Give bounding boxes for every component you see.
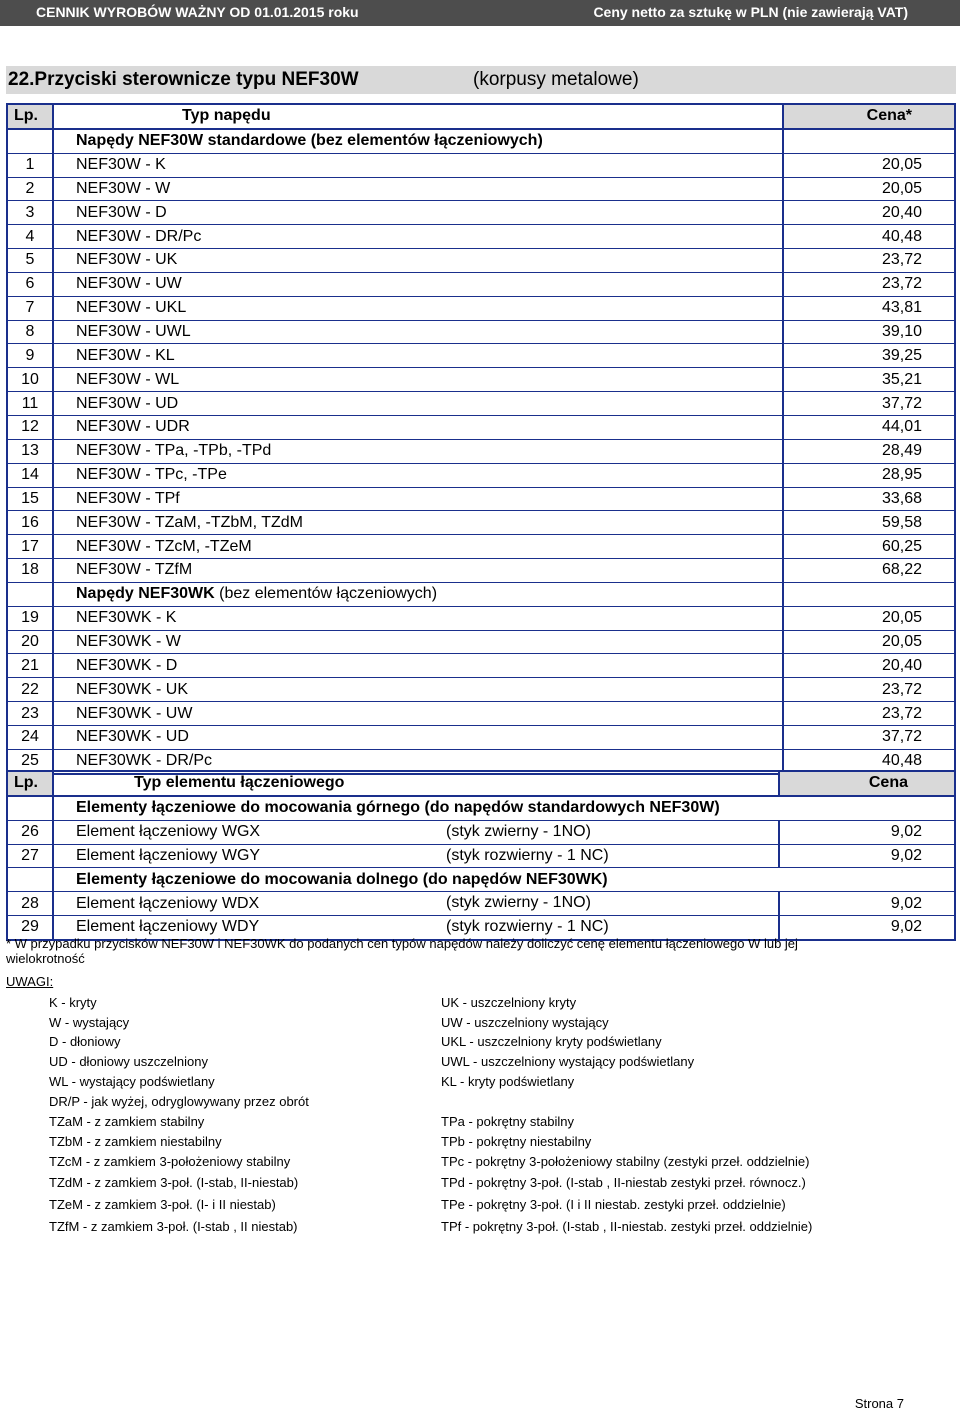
legend-item: TPe - pokrętny 3-poł. (I i II niestab. zestyki przeł. oddzielnie) <box>441 1197 786 1212</box>
row-lp: 12 <box>7 415 53 439</box>
legend-item: DR/P - jak wyżej, odryglowywany przez obrót <box>49 1094 309 1109</box>
row-name <box>53 439 783 463</box>
footnote-line2: wielokrotność <box>6 951 85 966</box>
legend-item: TPc - pokrętny 3-położeniowy stabilny (zestyki przeł. oddzielnie) <box>441 1154 810 1169</box>
row-lp: 17 <box>7 535 53 559</box>
row-name <box>53 725 783 749</box>
row-price: 20,40 <box>783 654 955 678</box>
row-price: 20,05 <box>783 630 955 654</box>
row-name <box>53 177 783 201</box>
row-lp: 14 <box>7 463 53 487</box>
col-type <box>53 771 779 796</box>
legend-item: UKL - uszczelniony kryty podświetlany <box>441 1034 662 1049</box>
row-description: (styk zwierny - 1NO) <box>446 822 591 840</box>
row-lp: 15 <box>7 487 53 511</box>
col-price: Cena* <box>783 104 955 129</box>
row-price: 28,95 <box>783 463 955 487</box>
table-row <box>7 177 955 201</box>
row-name-text: NEF30W - UD <box>76 394 179 412</box>
legend-item: D - dłoniowy <box>49 1034 121 1049</box>
row-name <box>53 272 783 296</box>
row-name-text: NEF30W - K <box>76 156 166 174</box>
row-price: 20,40 <box>783 201 955 225</box>
legend-item: TZdM - z zamkiem 3-poł. (I-stab, II-niestab) <box>49 1175 299 1190</box>
table-row <box>7 725 955 749</box>
row-lp: 23 <box>7 702 53 726</box>
row-price: 9,02 <box>779 844 955 868</box>
col-type-label: Typ elementu łączeniowego <box>134 774 345 792</box>
row-price: 23,72 <box>783 249 955 273</box>
row-lp: 27 <box>7 844 53 868</box>
row-lp: 4 <box>7 225 53 249</box>
row-name <box>53 153 783 177</box>
row-description: (styk zwierny - 1NO) <box>446 894 591 912</box>
footnote <box>6 936 798 966</box>
legend-item: UD - dłoniowy uszczelniony <box>49 1054 208 1069</box>
row-lp: 6 <box>7 272 53 296</box>
row-lp: 19 <box>7 606 53 630</box>
legend-item: UW - uszczelniony wystający <box>441 1015 609 1030</box>
row-name <box>53 559 783 583</box>
table-row <box>7 344 955 368</box>
table-row <box>7 535 955 559</box>
legend-item: TPf - pokrętny 3-poł. (I-stab , II-niestab. zestyki przeł. oddzielnie) <box>441 1219 813 1234</box>
row-name <box>53 296 783 320</box>
legend-item: UK - uszczelniony kryty <box>441 995 577 1010</box>
row-name <box>53 702 783 726</box>
row-price: 59,58 <box>783 511 955 535</box>
group-title: Elementy łączeniowe do mocowania górnego (do napędów standardowych NEF30W) <box>53 796 955 820</box>
group-header-nef30wk <box>7 582 955 606</box>
legend-item: TZcM - z zamkiem 3-położeniowy stabilny <box>49 1154 291 1169</box>
legend-item: TPb - pokrętny niestabilny <box>441 1134 592 1149</box>
row-name <box>53 201 783 225</box>
row-name-text: NEF30W - W <box>76 179 171 197</box>
table-row <box>7 225 955 249</box>
row-price: 23,72 <box>783 272 955 296</box>
row-price: 20,05 <box>783 606 955 630</box>
connector-price-table <box>6 770 956 941</box>
row-lp: 7 <box>7 296 53 320</box>
section-title-bar <box>6 66 956 94</box>
row-price: 9,02 <box>779 820 955 844</box>
legend-item: TZbM - z zamkiem niestabilny <box>49 1134 222 1149</box>
row-name-text: Element łączeniowy WGY <box>76 846 261 864</box>
row-lp: 2 <box>7 177 53 201</box>
table-row <box>7 296 955 320</box>
row-lp: 24 <box>7 725 53 749</box>
row-name <box>53 344 783 368</box>
header-right: Ceny netto za sztukę w PLN (nie zawierają VAT) <box>593 4 908 20</box>
row-lp: 21 <box>7 654 53 678</box>
legend-item: TZeM - z zamkiem 3-poł. (I- i II niestab) <box>49 1197 276 1212</box>
row-name-text: NEF30WK - W <box>76 632 181 650</box>
row-name-text: NEF30W - UDR <box>76 418 190 436</box>
row-name-text: NEF30WK - K <box>76 609 177 627</box>
row-name-text: Element łączeniowy WDY <box>76 918 260 936</box>
group-header <box>7 129 955 153</box>
row-description: (styk rozwierny - 1 NC) <box>446 918 609 936</box>
row-lp: 10 <box>7 368 53 392</box>
group-title-nef30wk: Napędy NEF30WK (bez elementów łączeniowych) <box>53 582 783 606</box>
page-number: Strona 7 <box>854 1396 904 1411</box>
row-price: 40,48 <box>783 225 955 249</box>
row-name <box>53 606 783 630</box>
row-name-text: NEF30W - D <box>76 203 167 221</box>
row-name-text: NEF30W - UWL <box>76 323 191 341</box>
row-name-text: NEF30WK - UW <box>76 704 193 722</box>
table-row <box>7 820 955 844</box>
row-name <box>53 511 783 535</box>
row-price: 9,02 <box>779 892 955 916</box>
legend-item: TZaM - z zamkiem stabilny <box>49 1114 205 1129</box>
group-header <box>7 796 955 820</box>
row-lp: 16 <box>7 511 53 535</box>
row-name-text: NEF30WK - UD <box>76 728 189 746</box>
table-header <box>7 104 955 129</box>
row-name <box>53 320 783 344</box>
table-row <box>7 415 955 439</box>
row-name <box>53 368 783 392</box>
row-name <box>53 415 783 439</box>
row-name-text: NEF30WK - D <box>76 656 178 674</box>
table-header <box>7 771 955 796</box>
row-lp: 5 <box>7 249 53 273</box>
group-header-lower <box>7 868 955 892</box>
row-price: 23,72 <box>783 678 955 702</box>
row-price: 68,22 <box>783 559 955 583</box>
row-name-text: NEF30W - TZcM, -TZeM <box>76 537 252 555</box>
row-name-text: NEF30WK - DR/Pc <box>76 752 213 770</box>
col-type <box>53 104 783 129</box>
legend-item: TZfM - z zamkiem 3-poł. (I-stab , II niestab) <box>49 1219 298 1234</box>
row-price: 43,81 <box>783 296 955 320</box>
row-name-text: NEF30W - TZfM <box>76 561 193 579</box>
row-name <box>53 678 783 702</box>
row-name <box>53 392 783 416</box>
row-price: 20,05 <box>783 177 955 201</box>
row-name-text: NEF30W - TPf <box>76 489 180 507</box>
legend-item: TPd - pokrętny 3-poł. (I-stab , II-niestab zestyki przeł. równocz.) <box>441 1175 806 1190</box>
group-title-lower: Elementy łączeniowe do mocowania dolnego (do napędów NEF30WK) <box>53 868 955 892</box>
row-name <box>53 225 783 249</box>
row-price: 37,72 <box>783 392 955 416</box>
row-price: 9,02 <box>779 916 955 940</box>
row-price: 60,25 <box>783 535 955 559</box>
row-lp: 18 <box>7 559 53 583</box>
row-name-text: Element łączeniowy WDX <box>76 894 260 912</box>
legend-item: WL - wystający podświetlany <box>49 1074 215 1089</box>
col-lp: Lp. <box>7 771 53 796</box>
row-lp: 3 <box>7 201 53 225</box>
row-lp: 22 <box>7 678 53 702</box>
legend-item: W - wystający <box>49 1015 130 1030</box>
page-header <box>0 0 960 26</box>
section-subtitle: (korpusy metalowe) <box>473 69 639 90</box>
table-row <box>7 892 955 916</box>
remarks-label: UWAGI: <box>6 974 54 989</box>
table-row <box>7 654 955 678</box>
row-price: 39,25 <box>783 344 955 368</box>
row-name-text: NEF30W - WL <box>76 370 180 388</box>
row-name-text: NEF30W - TZaM, -TZbM, TZdM <box>76 513 303 531</box>
row-price: 39,10 <box>783 320 955 344</box>
row-name-text: NEF30WK - UK <box>76 680 189 698</box>
row-price: 20,05 <box>783 153 955 177</box>
section-title: 22.Przyciski sterownicze typu NEF30W <box>8 69 359 90</box>
row-price: 37,72 <box>783 725 955 749</box>
table-row <box>7 702 955 726</box>
table-row <box>7 630 955 654</box>
row-description: (styk rozwierny - 1 NC) <box>446 846 609 864</box>
row-lp: 28 <box>7 892 53 916</box>
row-name-text: NEF30W - UKL <box>76 299 187 317</box>
row-name-text: NEF30W - DR/Pc <box>76 227 202 245</box>
row-name <box>53 892 779 916</box>
row-lp: 20 <box>7 630 53 654</box>
row-price: 28,49 <box>783 439 955 463</box>
row-lp: 29 <box>7 916 53 940</box>
table-row <box>7 511 955 535</box>
table-row <box>7 463 955 487</box>
col-type-label: Typ napędu <box>182 107 271 125</box>
table-row <box>7 201 955 225</box>
table-row <box>7 678 955 702</box>
row-name <box>53 654 783 678</box>
row-name <box>53 820 779 844</box>
group-title: Napędy NEF30W standardowe (bez elementów łączeniowych) <box>53 129 783 153</box>
table-row <box>7 559 955 583</box>
row-price: 40,48 <box>783 749 955 773</box>
row-name-text: NEF30W - TPa, -TPb, -TPd <box>76 442 272 460</box>
legend-item: UWL - uszczelniony wystający podświetlany <box>441 1054 695 1069</box>
drive-price-table <box>6 103 956 775</box>
row-name-text: NEF30W - UW <box>76 275 182 293</box>
table-row <box>7 487 955 511</box>
row-price: 33,68 <box>783 487 955 511</box>
row-name <box>53 463 783 487</box>
table-row <box>7 153 955 177</box>
row-lp: 9 <box>7 344 53 368</box>
row-name <box>53 249 783 273</box>
col-lp: Lp. <box>7 104 53 129</box>
row-price: 23,72 <box>783 702 955 726</box>
row-lp: 8 <box>7 320 53 344</box>
table-row <box>7 272 955 296</box>
row-name <box>53 535 783 559</box>
row-price: 35,21 <box>783 368 955 392</box>
row-name <box>53 844 779 868</box>
row-name-text: NEF30W - UK <box>76 251 178 269</box>
row-lp: 11 <box>7 392 53 416</box>
header-left: CENNIK WYROBÓW WAŻNY OD 01.01.2015 roku <box>36 4 359 20</box>
table-row <box>7 320 955 344</box>
row-lp: 1 <box>7 153 53 177</box>
table-row <box>7 368 955 392</box>
row-price: 44,01 <box>783 415 955 439</box>
legend-item: K - kryty <box>49 995 97 1010</box>
row-name <box>53 487 783 511</box>
row-name-text: NEF30W - KL <box>76 346 175 364</box>
row-lp: 25 <box>7 749 53 773</box>
row-name <box>53 630 783 654</box>
row-name-text: NEF30W - TPc, -TPe <box>76 466 227 484</box>
col-price: Cena <box>779 771 955 796</box>
table-row <box>7 439 955 463</box>
row-name-text: Element łączeniowy WGX <box>76 823 261 841</box>
table-row <box>7 606 955 630</box>
table-row <box>7 844 955 868</box>
legend-item: TPa - pokrętny stabilny <box>441 1114 574 1129</box>
footnote-line1: * W przypadku przycisków NEF30W i NEF30WK do podanych cen typów napędów należy doliczyć cenę elementu łączeniowego W lub jej <box>6 936 798 951</box>
table-row <box>7 249 955 273</box>
row-lp: 13 <box>7 439 53 463</box>
table-row <box>7 392 955 416</box>
row-lp: 26 <box>7 820 53 844</box>
legend-item: KL - kryty podświetlany <box>441 1074 575 1089</box>
